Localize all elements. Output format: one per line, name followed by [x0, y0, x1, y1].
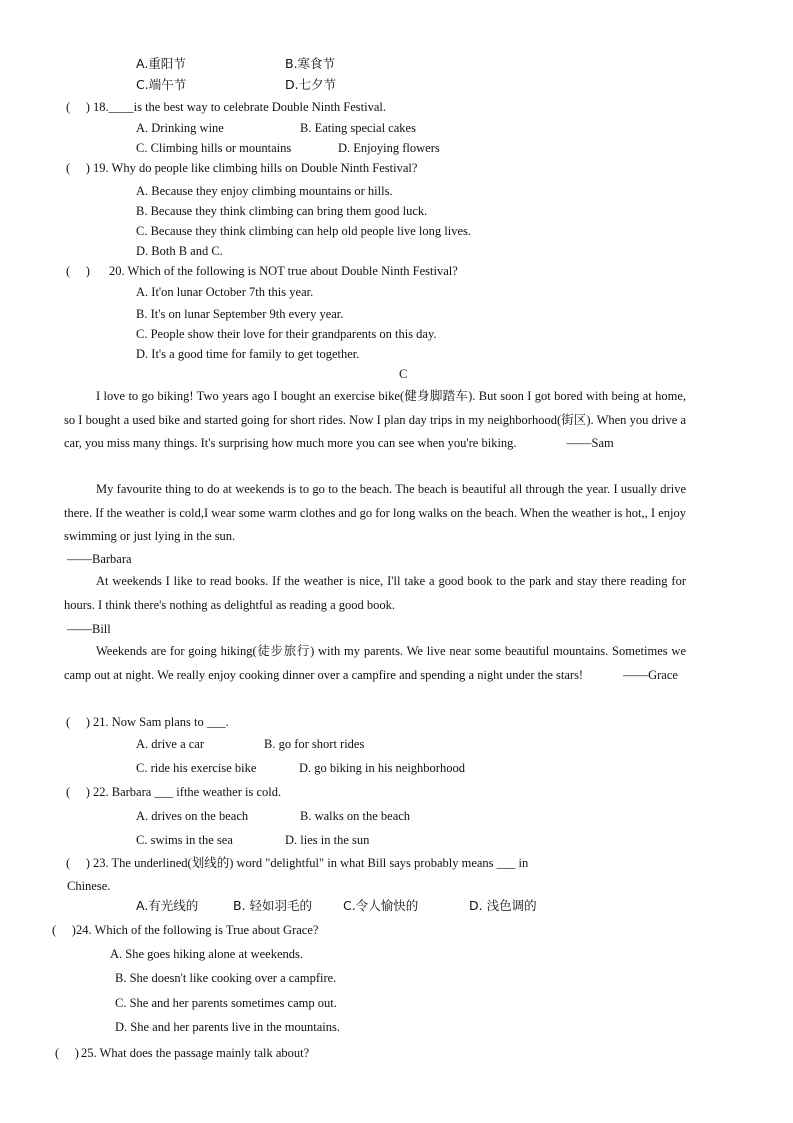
q17-option-d: D.七夕节 [285, 77, 337, 92]
section-label: C [399, 367, 408, 381]
q23-option-c: C.令人愉快的 [343, 898, 419, 913]
q21-option-d: D. go biking in his neighborhood [299, 761, 465, 775]
q21-option-a: A. drive a car [136, 737, 205, 751]
passage-grace-text: Weekends are for going hiking(徒步旅行) with my parents. We live near some beautiful mountains. Sometimes we camp out at night. We really enjoy cooking dinner over a campfire and spending a night under the stars! [64, 644, 686, 682]
q20-option-a: A. It'on lunar October 7th this year. [136, 285, 314, 299]
q22-option-c: C. swims in the sea [136, 833, 233, 847]
passage-grace [64, 640, 686, 687]
passage-sam [64, 385, 686, 456]
q24-option-c: C. She and her parents sometimes camp out. [115, 996, 337, 1010]
q23-option-d: D. 浅色调的 [469, 898, 537, 913]
q21-option-b: B. go for short rides [264, 737, 365, 751]
passage-bill [64, 570, 686, 617]
q19-option-d: D. Both B and C. [136, 244, 223, 258]
q18-stem: 18.____is the best way to celebrate Double Ninth Festival. [93, 100, 386, 114]
q17-option-a: A.重阳节 [136, 56, 186, 71]
q17-option-c: C.端午节 [136, 77, 187, 92]
q20-answer-blank: ( ) [66, 264, 90, 278]
q24-option-a: A. She goes hiking alone at weekends. [110, 947, 304, 961]
q23-answer-blank: ( ) [66, 856, 90, 870]
q23-stem: 23. The underlined(划线的) word "delightful" in what Bill says probably means ___ in [93, 856, 529, 870]
passage-barbara-text: My favourite thing to do at weekends is to go to the beach. The beach is beautiful all through the year. I usually drive there. If the weather is cold,I wear some warm clothes and go for long walks on the beach. When the weather is hot,, I enjoy swimming or just lying in the sun. [64, 482, 686, 543]
q23-stem-continued: Chinese. [67, 879, 111, 893]
q24-answer-blank: ( ) [52, 923, 76, 937]
q22-stem: 22. Barbara ___ ifthe weather is cold. [93, 785, 282, 799]
q18-option-d: D. Enjoying flowers [338, 141, 440, 155]
q21-option-c: C. ride his exercise bike [136, 761, 257, 775]
q24-stem: 24. Which of the following is True about Grace? [76, 923, 319, 937]
passage-sam-signature: ——Sam [566, 436, 614, 450]
q17-option-b: B.寒食节 [285, 56, 336, 71]
passage-bill-text: At weekends I like to read books. If the weather is nice, I'll take a good book to the park and stay there reading for hours. I think there's nothing as delightful as reading a good book. [64, 574, 686, 612]
q20-option-c: C. People show their love for their grandparents on this day. [136, 327, 437, 341]
q21-stem: 21. Now Sam plans to ___. [93, 715, 229, 729]
q20-stem: 20. Which of the following is NOT true about Double Ninth Festival? [109, 264, 458, 278]
q18-answer-blank: ( ) [66, 100, 90, 114]
q22-option-b: B. walks on the beach [300, 809, 411, 823]
passage-sam-text: I love to go biking! Two years ago I bought an exercise bike(健身脚踏车). But soon I got bored with being at home, so I bought a used bike and started going for short rides. Now I plan day trips in my neighborhood(街区). When you drive a car, you miss many things. It's surprising how much more you can see when you're biking. [64, 389, 686, 450]
q19-stem: 19. Why do people like climbing hills on Double Ninth Festival? [93, 161, 418, 175]
q25-stem: 25. What does the passage mainly talk about? [81, 1046, 310, 1060]
q18-option-b: B. Eating special cakes [300, 121, 416, 135]
q19-answer-blank: ( ) [66, 161, 90, 175]
q22-answer-blank: ( ) [66, 785, 90, 799]
q22-option-d: D. lies in the sun [285, 833, 370, 847]
passage-barbara [64, 478, 686, 549]
q25-answer-blank: ( ) [55, 1046, 79, 1060]
q24-option-d: D. She and her parents live in the mountains. [115, 1020, 340, 1034]
passage-grace-signature: ——Grace [623, 667, 678, 682]
q22-option-a: A. drives on the beach [136, 809, 249, 823]
q20-option-d: D. It's a good time for family to get together. [136, 347, 360, 361]
passage-bill-signature: ——Bill [67, 622, 111, 636]
q19-option-c: C. Because they think climbing can help old people live long lives. [136, 224, 471, 238]
q19-option-b: B. Because they think climbing can bring them good luck. [136, 204, 428, 218]
q18-option-c: C. Climbing hills or mountains [136, 141, 292, 155]
q23-option-b: B. 轻如羽毛的 [233, 898, 313, 913]
q18-option-a: A. Drinking wine [136, 121, 224, 135]
q21-answer-blank: ( ) [66, 715, 90, 729]
passage-barbara-signature: ——Barbara [67, 552, 132, 566]
q20-option-b: B. It's on lunar September 9th every year. [136, 307, 344, 321]
q23-option-a: A.有光线的 [136, 898, 199, 913]
q19-option-a: A. Because they enjoy climbing mountains or hills. [136, 184, 393, 198]
q24-option-b: B. She doesn't like cooking over a campfire. [115, 971, 337, 985]
